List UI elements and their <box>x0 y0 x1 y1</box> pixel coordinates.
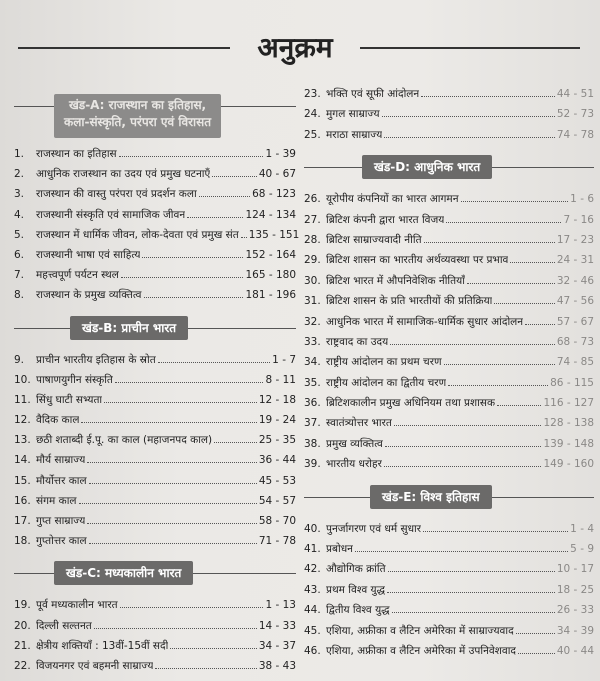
section-a-list <box>14 144 300 306</box>
entry-pages: 52 - 73 <box>556 108 594 121</box>
entry-number: 19. <box>14 599 31 612</box>
entry-title: स्वातंत्र्योत्तर भारत <box>326 417 392 430</box>
dot-leader <box>199 185 250 197</box>
section-b-list <box>14 350 296 552</box>
entry-title: पुनर्जागरण एवं धर्म सुधार <box>326 522 422 535</box>
entry-number: 17. <box>14 515 31 527</box>
entry-pages: 47 - 56 <box>556 295 594 308</box>
entry-pages: 124 - 134 <box>245 208 296 221</box>
toc-entry <box>14 595 296 615</box>
toc-entry <box>304 250 594 270</box>
dot-leader <box>119 145 264 157</box>
toc-entry <box>304 332 594 352</box>
entry-number: 12. <box>14 414 31 427</box>
entry-pages: 10 - 17 <box>556 563 594 576</box>
toc-entry <box>304 210 594 230</box>
toc-entry <box>14 245 296 265</box>
toc-entry <box>304 454 594 474</box>
entry-title: राजस्थान में धार्मिक जीवन, लोक-देवता एवं प्रमुख संत <box>36 228 239 241</box>
entry-number: 43. <box>304 583 321 596</box>
entry-number: 2. <box>14 168 25 181</box>
entry-title: औद्योगिक क्रांति <box>326 563 386 576</box>
entry-number: 41. <box>304 543 321 556</box>
entry-pages: 34 - 37 <box>258 639 296 652</box>
dot-leader <box>510 251 554 263</box>
entry-number: 29. <box>304 254 321 267</box>
entry-pages: 5 - 9 <box>570 543 594 556</box>
entry-title: राष्ट्रीय आंदोलन का द्वितीय चरण <box>326 376 447 389</box>
entry-pages: 116 - 127 <box>543 397 594 410</box>
toc-entry <box>14 184 296 204</box>
toc-entry <box>14 285 296 305</box>
entry-pages: 34 - 39 <box>556 624 594 637</box>
entry-title: वैदिक काल <box>36 414 80 427</box>
toc-entry <box>14 636 296 656</box>
dot-leader <box>120 596 264 608</box>
dot-leader <box>384 126 554 138</box>
section-e-header <box>304 483 594 513</box>
entry-number: 7. <box>14 269 25 282</box>
entry-number: 3. <box>14 188 25 201</box>
dot-leader <box>155 657 256 669</box>
toc-entry <box>304 539 594 559</box>
dot-leader <box>387 581 555 593</box>
entry-title: राष्ट्रवाद का उदय <box>326 335 389 348</box>
entry-pages: 165 - 180 <box>245 269 296 282</box>
title-rule-left <box>18 47 230 49</box>
title-row <box>0 30 600 66</box>
entry-number: 18. <box>14 535 31 548</box>
entry-number: 45. <box>304 624 321 637</box>
entry-number: 5. <box>14 228 25 241</box>
entry-pages: 86 - 115 <box>550 376 594 389</box>
entry-pages: 8 - 11 <box>265 373 296 386</box>
entry-pages: 135 - 151 <box>248 228 300 241</box>
entry-title: क्षेत्रीय शक्तियाँ : 13वीं-15वीं सदी <box>36 639 169 652</box>
entry-title: ब्रिटिश शासन के प्रति भारतीयों की प्रतिक्रिया <box>326 295 493 308</box>
toc-entry <box>14 164 296 184</box>
entry-pages: 58 - 70 <box>258 515 296 527</box>
dot-leader <box>142 246 243 258</box>
dot-leader <box>392 601 555 613</box>
entry-pages: 19 - 24 <box>258 414 296 427</box>
dot-leader <box>444 353 555 365</box>
dot-leader <box>187 206 243 218</box>
toc-entry <box>14 656 296 676</box>
entry-pages: 17 - 23 <box>556 233 594 246</box>
entry-pages: 1 - 6 <box>570 193 594 206</box>
section-b-label: खंड-B: प्राचीन भारत <box>70 316 188 340</box>
section-c-list-continued <box>304 84 594 145</box>
entry-pages: 1 - 13 <box>265 599 296 612</box>
toc-entry <box>304 580 594 600</box>
entry-pages: 57 - 67 <box>556 315 594 328</box>
entry-pages: 7 - 16 <box>563 213 594 226</box>
entry-pages: 14 - 33 <box>258 619 296 632</box>
entry-number: 30. <box>304 274 321 287</box>
entry-pages: 24 - 31 <box>556 254 594 267</box>
dot-leader <box>421 85 555 97</box>
entry-pages: 139 - 148 <box>543 437 594 450</box>
dot-leader <box>388 560 555 572</box>
entry-title: सिंधु घाटी सभ्यता <box>36 393 103 406</box>
entry-title: भक्ति एवं सूफी आंदोलन <box>326 88 420 100</box>
right-column <box>304 84 594 661</box>
entry-title: पूर्व मध्यकालीन भारत <box>36 599 118 612</box>
entry-number: 21. <box>14 639 31 652</box>
title-rule-right <box>360 47 580 49</box>
entry-number: 22. <box>14 659 31 672</box>
dot-leader <box>516 622 555 634</box>
dot-leader <box>79 492 257 504</box>
entry-title: आधुनिक राजस्थान का उदय एवं प्रमुख घटनाएँ <box>36 168 211 181</box>
toc-entry <box>14 491 296 511</box>
entry-number: 28. <box>304 233 321 246</box>
entry-number: 44. <box>304 604 321 617</box>
toc-entry <box>14 616 296 636</box>
entry-title: गुप्तोत्तर काल <box>36 535 87 548</box>
entry-number: 13. <box>14 434 31 447</box>
toc-entry <box>14 471 296 491</box>
dot-leader <box>494 292 554 304</box>
entry-pages: 44 - 51 <box>556 88 594 100</box>
dot-leader <box>121 266 244 278</box>
entry-pages: 1 - 4 <box>570 522 594 535</box>
dot-leader <box>170 637 256 649</box>
entry-number: 9. <box>14 353 25 366</box>
toc-entry <box>304 434 594 454</box>
entry-number: 20. <box>14 619 31 632</box>
toc-entry <box>304 373 594 393</box>
entry-title: प्रथम विश्व युद्ध <box>326 583 385 596</box>
section-c-label: खंड-C: मध्यकालीन भारत <box>54 561 193 585</box>
entry-title: एशिया, अफ्रीका व लैटिन अमेरिका में उपनिवेशवाद <box>326 644 517 657</box>
entry-number: 27. <box>304 213 321 226</box>
entry-title: ब्रिटिशकालीन प्रमुख अधिनियम तथा प्रशासक <box>326 397 496 410</box>
section-d-header <box>304 153 594 183</box>
page-title: अनुक्रम <box>257 31 333 64</box>
dot-leader <box>355 540 568 552</box>
entry-number: 25. <box>304 128 321 141</box>
dot-leader <box>394 414 542 426</box>
entry-title: राष्ट्रीय आंदोलन का प्रथम चरण <box>326 356 442 369</box>
entry-pages: 74 - 78 <box>556 128 594 141</box>
toc-entry <box>304 104 594 124</box>
toc-entry <box>304 291 594 311</box>
entry-title: मौर्य साम्राज्य <box>36 454 86 467</box>
dot-leader <box>89 472 257 484</box>
toc-entry <box>14 144 296 164</box>
toc-entry <box>304 312 594 332</box>
toc-entry <box>304 413 594 433</box>
entry-number: 26. <box>304 193 321 206</box>
entry-title: राजस्थान के प्रमुख व्यक्तित्व <box>36 289 142 302</box>
dot-leader <box>390 333 555 345</box>
toc-entry <box>14 511 296 531</box>
toc-entry <box>14 390 296 410</box>
entry-pages: 54 - 57 <box>258 494 296 507</box>
dot-leader <box>385 435 542 447</box>
toc-entry <box>14 410 296 430</box>
dot-leader <box>461 190 569 202</box>
entry-pages: 152 - 164 <box>245 248 296 261</box>
entry-title: ब्रिटिश भारत में औपनिवेशिक नीतियाँ <box>326 274 465 287</box>
entry-number: 31. <box>304 295 321 308</box>
toc-entry <box>304 621 594 641</box>
entry-number: 39. <box>304 458 321 471</box>
toc-entry <box>304 271 594 291</box>
section-c-list <box>14 595 296 676</box>
entry-title: द्वितीय विश्व युद्ध <box>326 604 390 617</box>
section-a-label <box>54 94 221 138</box>
entry-number: 11. <box>14 393 31 406</box>
section-e-list <box>304 519 594 662</box>
section-d-label: खंड-D: आधुनिक भारत <box>362 155 492 179</box>
entry-title: मुगल साम्राज्य <box>326 108 380 121</box>
entry-pages: 12 - 18 <box>258 393 296 406</box>
entry-number: 33. <box>304 335 321 348</box>
toc-entry <box>304 641 594 661</box>
entry-pages: 1 - 7 <box>272 353 296 366</box>
entry-pages: 18 - 25 <box>556 583 594 596</box>
entry-title: ब्रिटिश कंपनी द्वारा भारत विजय <box>326 213 445 226</box>
entry-number: 46. <box>304 644 321 657</box>
entry-number: 32. <box>304 315 321 328</box>
toc-entry <box>304 519 594 539</box>
entry-pages: 1 - 39 <box>265 148 296 160</box>
entry-title: पाषाणयुगीन संस्कृति <box>36 373 113 386</box>
dot-leader <box>115 371 264 383</box>
entry-pages: 40 - 44 <box>556 644 594 657</box>
left-column <box>14 84 300 676</box>
toc-entry <box>14 531 296 551</box>
entry-title: महत्त्वपूर्ण पर्यटन स्थल <box>36 269 119 282</box>
dot-leader <box>104 391 257 403</box>
toc-entry <box>304 600 594 620</box>
entry-title: छठी शताब्दी ई.पू. का काल (महाजनपद काल) <box>36 434 213 447</box>
dot-leader <box>446 211 561 223</box>
dot-leader <box>94 617 257 629</box>
dot-leader <box>158 351 270 363</box>
entry-pages: 181 - 196 <box>245 289 296 302</box>
entry-pages: 68 - 73 <box>556 335 594 348</box>
entry-number: 1. <box>14 148 25 160</box>
entry-number: 23. <box>304 88 321 100</box>
entry-title: राजस्थान की वास्तु परंपरा एवं प्रदर्शन कला <box>36 188 197 201</box>
toc-entry <box>304 393 594 413</box>
dot-leader <box>382 105 555 117</box>
toc-entry <box>304 125 594 145</box>
section-a-title-line2: कला-संस्कृति, परंपरा एवं विरासत <box>64 115 212 129</box>
entry-number: 10. <box>14 373 31 386</box>
dot-leader <box>212 165 257 177</box>
entry-pages: 149 - 160 <box>543 458 594 471</box>
entry-title: विजयनगर एवं बहमनी साम्राज्य <box>36 659 154 672</box>
dot-leader <box>497 394 541 406</box>
entry-number: 37. <box>304 417 321 430</box>
toc-entry <box>14 350 296 370</box>
entry-number: 24. <box>304 108 321 121</box>
entry-number: 42. <box>304 563 321 576</box>
toc-entry <box>14 450 296 470</box>
entry-title: प्राचीन भारतीय इतिहास के स्रोत <box>36 353 156 366</box>
entry-title: भारतीय धरोहर <box>326 458 382 471</box>
dot-leader <box>241 226 247 238</box>
entry-number: 14. <box>14 454 31 467</box>
dot-leader <box>87 451 256 463</box>
section-a-title-line1: खंड-A: राजस्थान का इतिहास, <box>68 98 207 112</box>
entry-pages: 45 - 53 <box>258 474 296 487</box>
entry-number: 8. <box>14 289 25 302</box>
entry-pages: 40 - 67 <box>258 168 296 181</box>
entry-title: मौर्योत्तर काल <box>36 474 87 487</box>
entry-title: संगम काल <box>36 494 77 507</box>
dot-leader <box>424 231 555 243</box>
entry-number: 38. <box>304 437 321 450</box>
toc-entry <box>14 205 296 225</box>
entry-pages: 71 - 78 <box>258 535 296 548</box>
dot-leader <box>384 455 542 467</box>
dot-leader <box>467 272 555 284</box>
section-b-header <box>14 314 296 344</box>
section-e-label: खंड-E: विश्व इतिहास <box>370 485 492 509</box>
entry-pages: 25 - 35 <box>258 434 296 447</box>
toc-entry <box>14 430 296 450</box>
entry-number: 4. <box>14 208 25 221</box>
entry-number: 15. <box>14 474 31 487</box>
dot-leader <box>448 374 548 386</box>
toc-entry <box>304 84 594 104</box>
entry-pages: 74 - 85 <box>556 356 594 369</box>
entry-pages: 128 - 138 <box>543 417 594 430</box>
dot-leader <box>518 642 555 654</box>
entry-pages: 32 - 46 <box>556 274 594 287</box>
toc-entry <box>304 189 594 209</box>
entry-title: गुप्त साम्राज्य <box>36 515 86 527</box>
dot-leader <box>87 512 256 524</box>
entry-title: ब्रिटिश साम्राज्यवादी नीति <box>326 233 422 246</box>
entry-pages: 26 - 33 <box>556 604 594 617</box>
entry-pages: 68 - 123 <box>252 188 296 201</box>
entry-pages: 38 - 43 <box>258 659 296 672</box>
entry-title: प्रमुख व्यक्तित्व <box>326 437 383 450</box>
entry-title: दिल्ली सल्तनत <box>36 619 92 632</box>
toc-entry <box>14 265 296 285</box>
entry-title: यूरोपीय कंपनियों का भारत आगमन <box>326 193 459 206</box>
toc-entry <box>14 370 296 390</box>
toc-entry <box>14 225 300 245</box>
toc-entry <box>304 352 594 372</box>
entry-title: प्रबोधन <box>326 543 353 556</box>
entry-number: 40. <box>304 522 321 535</box>
dot-leader <box>81 411 256 423</box>
entry-title: राजस्थान का इतिहास <box>36 148 117 160</box>
entry-title: राजस्थानी संस्कृति एवं सामाजिक जीवन <box>36 208 186 221</box>
dot-leader <box>144 286 244 298</box>
dot-leader <box>214 431 257 443</box>
entry-pages: 36 - 44 <box>258 454 296 467</box>
entry-number: 34. <box>304 356 321 369</box>
entry-title: राजस्थानी भाषा एवं साहित्य <box>36 248 141 261</box>
entry-number: 16. <box>14 494 31 507</box>
dot-leader <box>423 520 568 532</box>
entry-number: 35. <box>304 376 321 389</box>
entry-title: ब्रिटिश शासन का भारतीय अर्थव्यवस्था पर प्रभाव <box>326 254 509 267</box>
entry-title: मराठा साम्राज्य <box>326 128 383 141</box>
entry-title: आधुनिक भारत में सामाजिक-धार्मिक सुधार आंदोलन <box>326 315 524 328</box>
section-a-header <box>14 92 296 138</box>
section-c-header <box>14 559 296 589</box>
toc-entry <box>304 559 594 579</box>
entry-number: 36. <box>304 397 321 410</box>
entry-title: एशिया, अफ्रीका व लैटिन अमेरिका में साम्राज्यवाद <box>326 624 514 637</box>
section-d-list <box>304 189 594 474</box>
dot-leader <box>89 532 257 544</box>
toc-entry <box>304 230 594 250</box>
dot-leader <box>525 313 555 325</box>
entry-number: 6. <box>14 248 25 261</box>
